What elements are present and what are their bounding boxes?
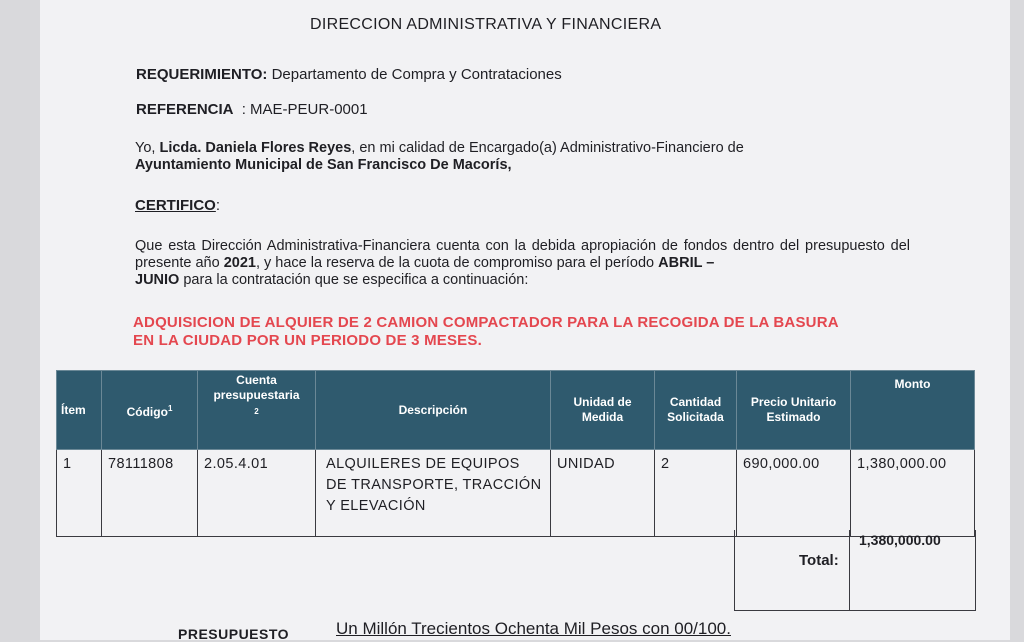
declaracion-paragraph bbox=[135, 140, 910, 174]
col-header-item: Ítem bbox=[57, 371, 102, 450]
items-table bbox=[56, 370, 975, 537]
cuerpo-anio: 2021 bbox=[223, 255, 256, 271]
referencia-label: REFERENCIA bbox=[136, 101, 234, 118]
col-header-codigo-label: Código bbox=[126, 404, 168, 419]
declaracion-texto: , en mi calidad de Encargado(a) Administrativo-Financiero de bbox=[351, 140, 744, 156]
cuerpo-texto-2: , y hace la reserva de la cuota de compromiso para el período bbox=[255, 255, 659, 271]
document-page bbox=[40, 0, 1010, 640]
cuerpo-texto-3: para la contratación que se especifica a continuación: bbox=[179, 272, 529, 288]
cuerpo-periodo-inicio: ABRIL – bbox=[658, 255, 715, 271]
declarante-name: Licda. Daniela Flores Reyes bbox=[159, 140, 352, 156]
total-value: 1,380,000.00 bbox=[859, 532, 941, 548]
col-header-monto: Monto bbox=[851, 371, 975, 450]
cuerpo-periodo-fin: JUNIO bbox=[135, 272, 180, 288]
referencia-line bbox=[136, 101, 368, 118]
col-header-codigo-footnote: 1 bbox=[167, 403, 173, 413]
objeto-linea-2: EN LA CIUDAD POR UN PERIODO DE 3 MESES. bbox=[133, 332, 482, 349]
objeto-linea-1: ADQUISICION DE ALQUIER DE 2 CAMION COMPACTADOR PARA LA RECOGIDA DE LA BASURA bbox=[133, 314, 839, 331]
total-label: Total: bbox=[799, 552, 839, 569]
presupuesto-label: PRESUPUESTO bbox=[178, 626, 290, 642]
col-header-cantidad: Cantidad Solicitada bbox=[655, 371, 737, 450]
requerimiento-line bbox=[136, 66, 562, 83]
col-header-cuenta bbox=[198, 371, 316, 450]
col-header-cuenta-label: Cuenta presupuestaria bbox=[213, 373, 300, 402]
total-box bbox=[734, 530, 976, 611]
col-header-descripcion: Descripción bbox=[316, 371, 551, 450]
cell-descripcion: ALQUILERES DE EQUIPOS DE TRANSPORTE, TRACCIÓN Y ELEVACIÓN bbox=[316, 450, 551, 537]
certificacion-paragraph bbox=[135, 238, 910, 289]
certifico-label: CERTIFICO bbox=[135, 197, 216, 214]
page-title: DIRECCION ADMINISTRATIVA Y FINANCIERA bbox=[310, 16, 662, 33]
presupuesto-value: Un Millón Trecientos Ochenta Mil Pesos con 00/100. bbox=[336, 619, 731, 638]
objeto-contratacion bbox=[133, 314, 923, 350]
certifico-heading bbox=[135, 197, 220, 214]
cuerpo-texto-1: Que esta Dirección Administrativa-Financiera cuenta con la debida apropiación de fondos dentro del presupuesto del presente año bbox=[135, 238, 910, 271]
requerimiento-label: REQUERIMIENTO: bbox=[136, 66, 268, 83]
referencia-value: : MAE-PEUR-0001 bbox=[241, 101, 368, 118]
certifico-suffix: : bbox=[215, 197, 221, 214]
cell-codigo: 78111808 bbox=[102, 450, 198, 537]
total-divider bbox=[849, 530, 850, 610]
requerimiento-value: Departamento de Compra y Contrataciones bbox=[271, 66, 562, 83]
col-header-precio: Precio Unitario Estimado bbox=[737, 371, 851, 450]
cell-item: 1 bbox=[57, 450, 102, 537]
cell-cantidad: 2 bbox=[655, 450, 737, 537]
institucion-name: Ayuntamiento Municipal de San Francisco De Macorís, bbox=[135, 157, 512, 173]
cell-cuenta: 2.05.4.01 bbox=[198, 450, 316, 537]
cell-unidad: UNIDAD bbox=[551, 450, 655, 537]
declaracion-yo: Yo, bbox=[135, 140, 156, 156]
table-row bbox=[57, 450, 975, 537]
col-header-cuenta-footnote: 2 bbox=[254, 407, 259, 416]
col-header-codigo bbox=[102, 371, 198, 450]
cell-precio: 690,000.00 bbox=[737, 450, 851, 537]
col-header-unidad: Unidad de Medida bbox=[551, 371, 655, 450]
cell-monto: 1,380,000.00 bbox=[851, 450, 975, 537]
table-header-row bbox=[57, 371, 975, 450]
